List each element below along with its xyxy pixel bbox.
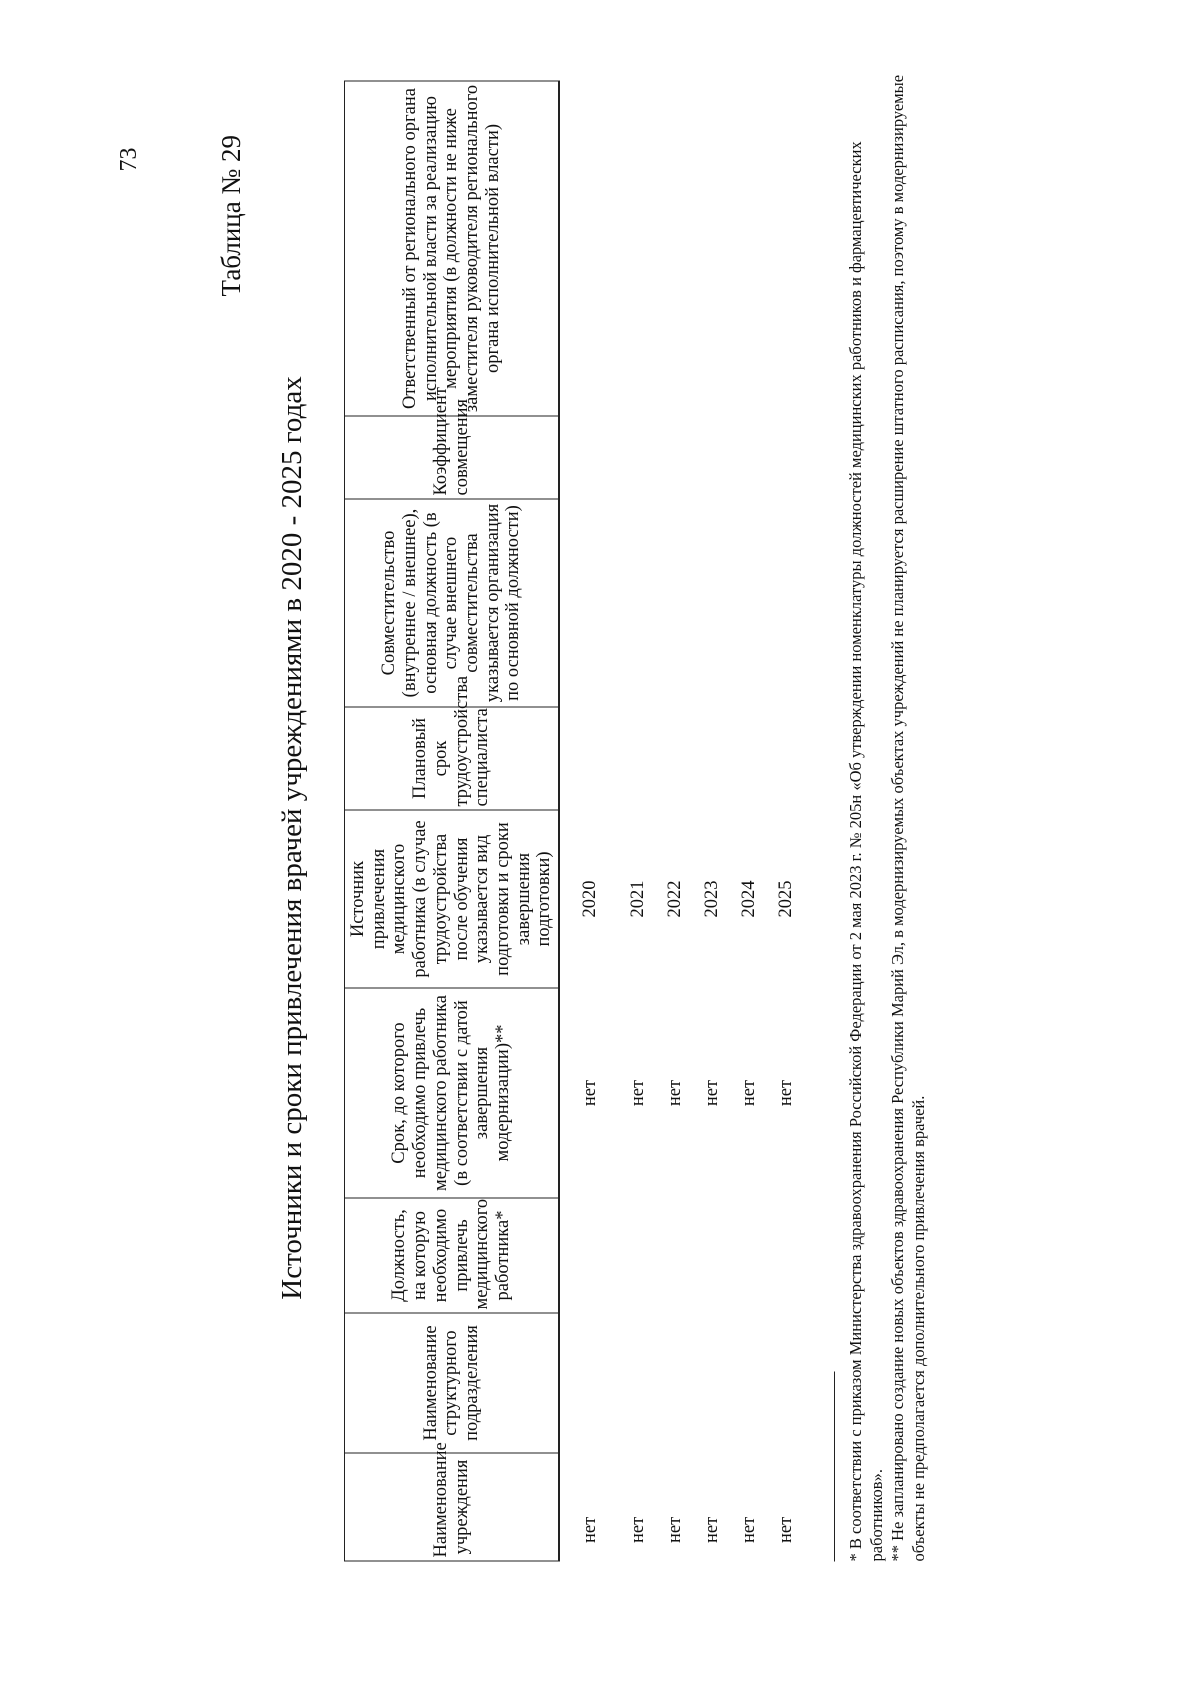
column-header-responsible: Ответственный от регионального органа исполнительной власти за реализацию мероприятия (в должности не ниже заместителя руководителя регионального органа исполнительной власти) [345,81,560,416]
column-header-deadline: Срок, до которого необходимо привлечь медицинского работника (в соответствии с датой завершения модернизации)** [345,988,560,1198]
cell-institution: нет [702,1516,723,1543]
cell-year: 2024 [739,880,760,918]
cell-position [657,1198,694,1313]
cell-responsible [620,81,657,416]
column-header-coefficient: Коэффициент совмещения [345,416,560,499]
cell-planned-date [657,707,694,810]
cell-deadline: нет [776,1079,797,1107]
cell-institution: нет [628,1516,649,1543]
table-row [657,81,694,1561]
column-header-institution: Наименование учреждения [345,1453,560,1561]
cell-combination [768,499,805,707]
table-row [620,81,657,1561]
cell-planned-date [694,707,731,810]
cell-responsible [768,81,805,416]
table-row [731,81,768,1561]
footnote-divider [834,1372,835,1562]
cell-deadline: нет [702,1079,723,1107]
cell-planned-date [620,707,657,810]
cell-position [731,1198,768,1313]
cell-year: 2023 [702,880,723,918]
column-header-combination: Совместительство (внутреннее / внешнее), основная должность (в случае внешнего совместительства указывается организация по основной должности) [345,499,560,707]
cell-department [694,1313,731,1453]
cell-planned-date [559,707,620,810]
cell-responsible [657,81,694,416]
cell-institution: нет [665,1516,686,1543]
cell-department [731,1313,768,1453]
cell-deadline: нет [665,1079,686,1107]
cell-department [559,1313,620,1453]
page-title: Источники и сроки привлечения врачей учреждениями в 2020 - 2025 годах [276,376,308,1300]
cell-deadline: нет [579,1079,600,1107]
cell-coefficient [657,416,694,499]
column-header-position: Должность, на которую необходимо привлечь медицинского работника* [345,1198,560,1313]
table-row [559,81,620,1561]
cell-combination [694,499,731,707]
cell-planned-date [731,707,768,810]
cell-responsible [559,81,620,416]
cell-combination [657,499,694,707]
cell-combination [731,499,768,707]
cell-department [657,1313,694,1453]
cell-position [620,1198,657,1313]
cell-department [620,1313,657,1453]
cell-year: 2020 [579,880,600,918]
cell-responsible [694,81,731,416]
cell-coefficient [559,416,620,499]
footnotes [834,72,929,1562]
cell-planned-date [768,707,805,810]
footnote-2: ** Не запланировано создание новых объектов здравоохранения Республики Марий Эл, в модернизируемых объектах учреждений не планируется расширение штатного расписания, поэтому в модернизируемые объекты не предполагается дополнительного привлечения врачей. [888,74,929,1562]
cell-deadline: нет [739,1079,760,1107]
cell-combination [620,499,657,707]
cell-position [768,1198,805,1313]
data-table [344,81,805,1562]
page-number: 73 [116,147,142,172]
cell-position [694,1198,731,1313]
cell-coefficient [620,416,657,499]
cell-position [559,1198,620,1313]
footnote-1: * В соответствии с приказом Министерства здравоохранения Российской Федерации от 2 мая 2023 г. № 205н «Об утверждении номенклатуры должностей медицинских работников и фармацевтических работников». [846,141,887,1562]
cell-year: 2021 [628,880,649,918]
cell-coefficient [768,416,805,499]
table-row [768,81,805,1561]
cell-institution: нет [739,1516,760,1543]
table-header-row [345,81,560,1561]
cell-year: 2022 [665,880,686,918]
cell-institution: нет [579,1516,600,1543]
cell-coefficient [694,416,731,499]
cell-year: 2025 [776,880,797,918]
table-label: Таблица № 29 [216,135,246,297]
column-header-source: Источник привлечения медицинского работника (в случае трудоустройства после обучения указывается вид подготовки и сроки завершения подготовки) [345,810,560,988]
cell-responsible [731,81,768,416]
cell-institution: нет [776,1516,797,1543]
table-row [694,81,731,1561]
column-header-planned-date: Плановый срок трудоустройства специалиста [345,707,560,810]
cell-combination [559,499,620,707]
column-header-department: Наименование структурного подразделения [345,1313,560,1453]
cell-coefficient [731,416,768,499]
cell-department [768,1313,805,1453]
cell-deadline: нет [628,1079,649,1107]
